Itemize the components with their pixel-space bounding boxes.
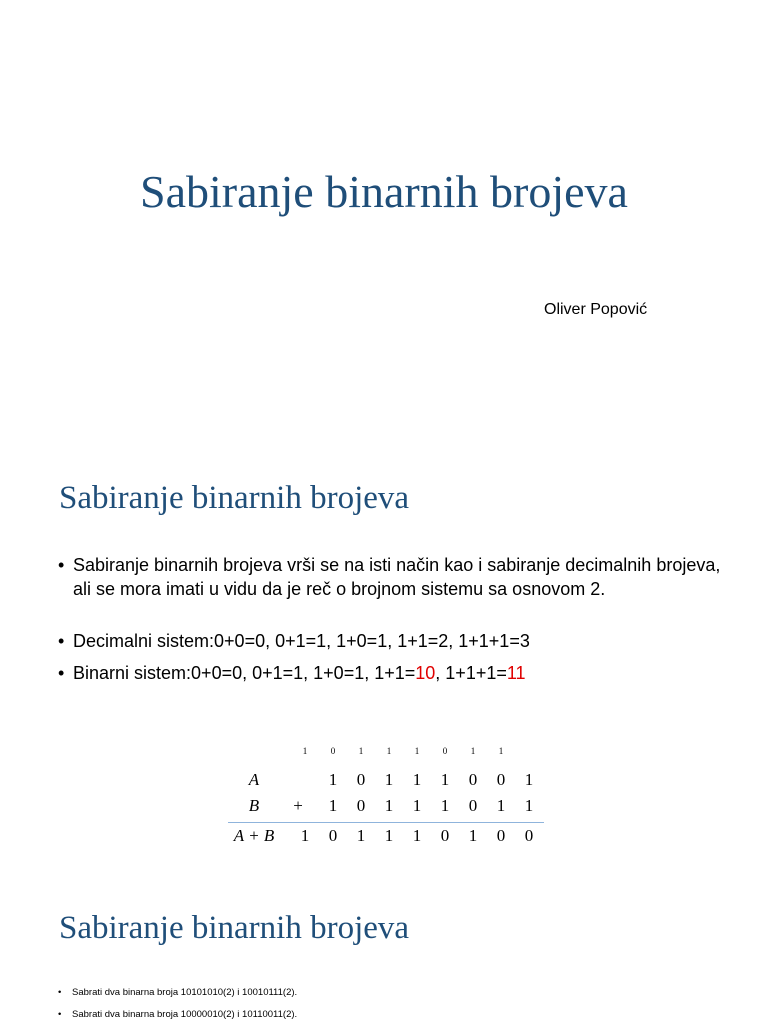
presentation-title: Sabiranje binarnih brojeva <box>140 166 628 217</box>
slide-title: Sabiranje binarnih brojeva <box>59 480 410 516</box>
carry-digit: 1 <box>358 746 364 756</box>
digit: 1 <box>524 796 534 815</box>
bullet-decimal-system <box>58 629 738 653</box>
digit: 0 <box>496 826 506 845</box>
sum-label: A + B <box>233 826 275 845</box>
digit: 1 <box>328 770 338 789</box>
carry-digit: 1 <box>386 746 392 756</box>
digit: 0 <box>468 770 478 789</box>
binary-label: Binarni sistem: <box>73 663 192 683</box>
digit: 0 <box>356 770 366 789</box>
content-slide-addition-rules <box>0 432 768 864</box>
slide-title: Sabiranje binarnih brojeva <box>59 910 410 946</box>
row-a-label: A <box>248 770 260 789</box>
binary-result-red-2: 11 <box>506 663 526 683</box>
exercise-item: • Sabrati dva binarna broja 10000010(2) i 10110011(2). <box>58 1004 297 1026</box>
digit: 0 <box>468 796 478 815</box>
digit: 1 <box>384 826 394 845</box>
digit: 1 <box>356 826 366 845</box>
carry-digit: 0 <box>442 746 448 756</box>
digit: 1 <box>384 770 394 789</box>
digit: 0 <box>356 796 366 815</box>
row-b-label: B <box>248 796 260 815</box>
digit: 1 <box>300 826 310 845</box>
bullet-list <box>58 553 738 685</box>
decimal-values: 0+0=0, 0+1=1, 1+0=1, 1+1=2, 1+1+1=3 <box>214 631 530 651</box>
digit: 1 <box>496 796 506 815</box>
digit: 1 <box>412 826 422 845</box>
digit: 0 <box>524 826 534 845</box>
carry-digit: 1 <box>414 746 420 756</box>
digit: 1 <box>412 796 422 815</box>
bullet-intro: • Sabiranje binarnih brojeva vrši se na isti način kao i sabiranje decimalnih brojeva, ali se mora imati u vidu da je reč o brojnom sistemu sa osnovom 2. <box>58 553 738 601</box>
digit: 1 <box>328 796 338 815</box>
digit: 1 <box>524 770 534 789</box>
digit: 1 <box>384 796 394 815</box>
plus-sign: + <box>293 796 303 815</box>
binary-values-1: 0+0=0, 0+1=1, 1+0=1, 1+1= <box>191 663 416 683</box>
sum-divider-line <box>228 822 544 823</box>
exercise-item: • Sabrati dva binarna broja 10101010(2) i 10010111(2). <box>58 982 297 1004</box>
carry-digit: 1 <box>470 746 476 756</box>
digit: 1 <box>412 770 422 789</box>
digit: 0 <box>440 826 450 845</box>
exercise-slide <box>0 864 768 1024</box>
binary-result-red-1: 10 <box>415 663 436 683</box>
digit: 1 <box>468 826 478 845</box>
binary-values-2: , 1+1+1= <box>435 663 507 683</box>
digit: 0 <box>328 826 338 845</box>
carry-digit: 1 <box>498 746 504 756</box>
author-name: Oliver Popović <box>544 301 648 318</box>
decimal-label: Decimalni sistem: <box>73 631 215 651</box>
bullet-binary-system <box>58 661 738 685</box>
carry-digit: 1 <box>302 746 308 756</box>
digit: 1 <box>440 770 450 789</box>
carry-digit: 0 <box>330 746 336 756</box>
title-slide <box>0 0 768 432</box>
exercise-list <box>58 982 297 1026</box>
digit: 0 <box>496 770 506 789</box>
digit: 1 <box>440 796 450 815</box>
